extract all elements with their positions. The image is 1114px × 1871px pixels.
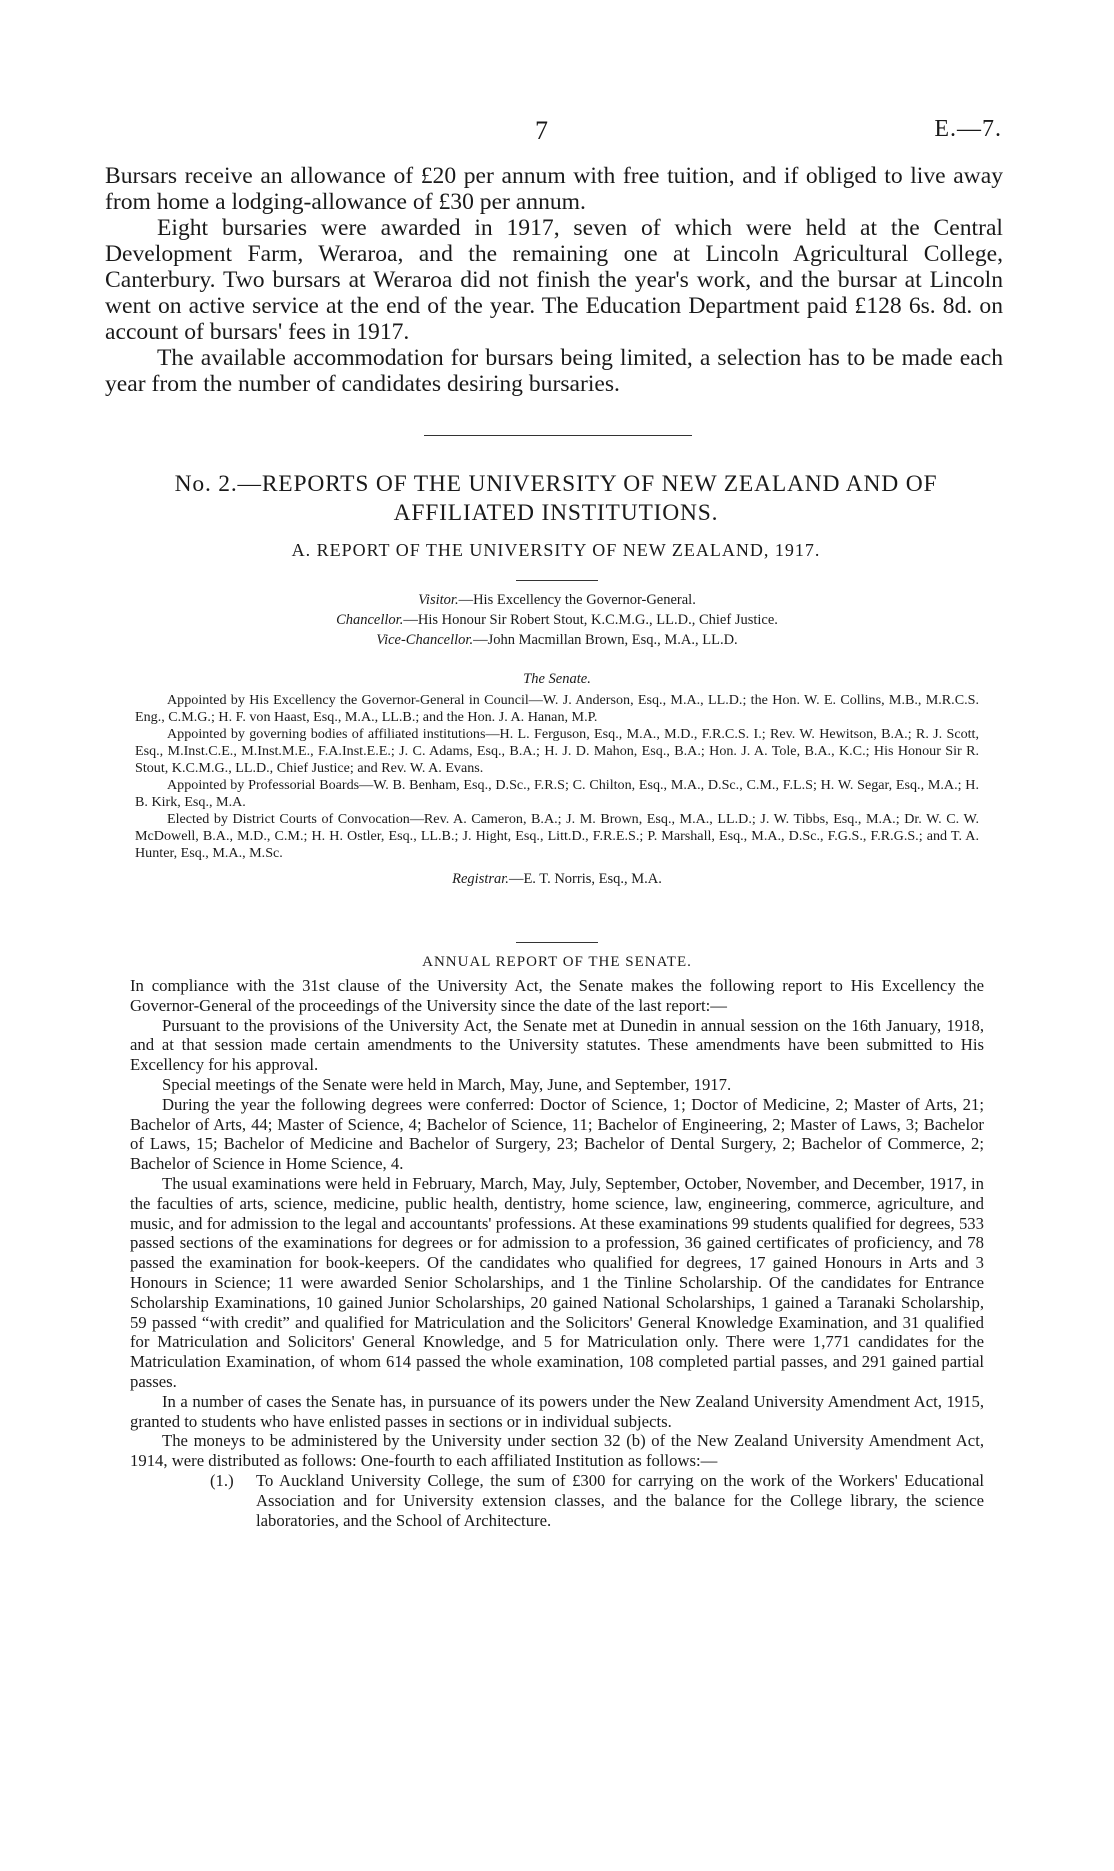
list-item-number: (1.) <box>210 1470 234 1490</box>
intro-section <box>105 163 1003 397</box>
senate-paragraph: Elected by District Courts of Convocation—Rev. A. Cameron, B.A.; J. M. Brown, Esq., M.A., LL.D.; J. W. Tibbs, Esq., M.A.; Dr. W. C. W. McDowell, B.A., M.D., C.M.; H. H. Ostler, Esq., LL.B.; J. Hight, Esq., Litt.D., F.R.E.S.; P. Marshall, Esq., M.A., D.Sc., F.G.S., F.R.G.S.; and T. A. Hunter, Esq., M.A., M.Sc. <box>135 811 979 861</box>
officers-block <box>130 590 984 650</box>
visitor-label: Visitor. <box>418 592 459 608</box>
chancellor-line <box>130 610 984 630</box>
registrar-text: —E. T. Norris, Esq., M.A. <box>508 871 662 887</box>
vice-chancellor-line <box>130 630 984 650</box>
report-paragraph: The usual examinations were held in February, March, May, July, September, October, November, and December, 1917, in the faculties of arts, science, medicine, public health, dentistry, home science, law, engineering, commerce, agriculture, and music, and for admission to the legal and accountants' professions. At these examinations 99 students qualified for degrees, 533 passed sections of the examinations for degrees or for admission to a profession, 36 gained certificates of proficiency, and 78 passed the examination for book-keepers. Of the candidates who qualified for degrees, 17 gained Honours in Arts and 3 Honours in Science; 11 were awarded Senior Scholarships, and 1 the Tinline Scholarship. Of the candidates for Entrance Scholarship Examinations, 10 gained Junior Scholarships, 20 gained National Scholarships, 1 gained a Taranaki Scholarship, 59 passed “with credit” and qualified for Matriculation and the Solicitors' General Knowledge Examination, and 31 qualified for Matriculation and Solicitors' General Knowledge, and 5 for Matriculation only. There were 1,771 candidates for the Matriculation Examination, of whom 614 passed the whole examination, 108 completed partial passes, and 291 gained partial passes. <box>130 1173 984 1391</box>
annual-report-heading: ANNUAL REPORT OF THE SENATE. <box>422 954 692 970</box>
report-subheading: A. REPORT OF THE UNIVERSITY OF NEW ZEALAND, 1917. <box>291 540 821 560</box>
report-paragraph: Special meetings of the Senate were held in March, May, June, and September, 1917. <box>162 1074 732 1094</box>
report-paragraph: In a number of cases the Senate has, in pursuance of its powers under the New Zealand University Amendment Act, 1915, granted to students who have enlisted passes in sections or in individual subjects. <box>130 1391 984 1431</box>
report-paragraph: In compliance with the 31st clause of the University Act, the Senate makes the following report to His Excellency the Governor-General of the proceedings of the University since the date of the last report:— <box>130 976 984 1015</box>
senate-paragraph: Appointed by His Excellency the Governor-General in Council—W. J. Anderson, Esq., M.A., LL.D.; the Hon. W. E. Collins, M.B., M.R.C.S. Eng., C.M.G.; H. F. von Haast, Esq., M.A., LL.B.; and the Hon. J. A. Hanan, M.P. <box>135 692 979 725</box>
report-paragraph: During the year the following degrees were conferred: Doctor of Science, 1; Doctor of Medicine, 2; Master of Arts, 21; Bachelor of Arts, 44; Master of Science, 4; Bachelor of Science, 11; Bachelor of Engineering, 2; Master of Laws, 3; Bachelor of Laws, 15; Bachelor of Medicine and Bachelor of Surgery, 23; Bachelor of Dental Surgery, 2; Bachelor of Commerce, 2; Bachelor of Science in Home Science, 4. <box>130 1094 984 1174</box>
vice-chancellor-text: —John Macmillan Brown, Esq., M.A., LL.D. <box>473 632 738 648</box>
intro-paragraph: Bursars receive an allowance of £20 per annum with free tuition, and if obliged to live away from home a lodging-allowance of £30 per annum. <box>105 163 1003 215</box>
section-heading <box>100 470 1012 528</box>
list-item-text: To Auckland University College, the sum of £300 for carrying on the work of the Workers' Educational Association and for University extension classes, and the balance for the College library, the science laboratories, and the School of Architecture. <box>256 1470 984 1530</box>
senate-section <box>135 670 979 888</box>
visitor-line <box>130 590 984 610</box>
intro-paragraph: Eight bursaries were awarded in 1917, seven of which were held at the Central Development Farm, Weraroa, and the remaining one at Lincoln Agricultural College, Canterbury. Two bursars at Weraroa did not finish the year's work, and the bursar at Lincoln went on active service at the end of the year. The Education Department paid £128 6s. 8d. on account of bursars' fees in 1917. <box>105 215 1003 345</box>
section-heading-line-1: No. 2.—REPORTS OF THE UNIVERSITY OF NEW ZEALAND AND OF <box>174 471 938 497</box>
page-number: 7 <box>535 116 548 145</box>
chancellor-text: —His Honour Sir Robert Stout, K.C.M.G., LL.D., Chief Justice. <box>403 612 778 628</box>
report-paragraph: Pursuant to the provisions of the University Act, the Senate met at Dunedin in annual session on the 16th January, 1918, and at that session made certain amendments to the University statutes. These amendments have been submitted to His Excellency for his approval. <box>130 1015 984 1075</box>
senate-paragraph: Appointed by Professorial Boards—W. B. Benham, Esq., D.Sc., F.R.S; C. Chilton, Esq., M.A., D.Sc., C.M., F.L.S; H. W. Segar, Esq., M.A.; H. B. Kirk, Esq., M.A. <box>135 777 979 810</box>
registrar-label: Registrar. <box>452 871 509 887</box>
annual-report-section <box>130 952 984 1530</box>
senate-paragraph: Appointed by governing bodies of affiliated institutions—H. L. Ferguson, Esq., M.A., M.D., F.R.C.S. I.; Rev. W. Hewitson, B.A.; R. J. Scott, Esq., M.Inst.C.E., M.Inst.M.E., F.A.Inst.E.E.; J. C. Adams, Esq., B.A.; H. J. D. Mahon, Esq., B.A.; Hon. J. A. Tole, B.A., K.C.; His Honour Sir R. Stout, K.C.M.G., LL.D., Chief Justice; and Rev. W. A. Evans. <box>135 726 979 776</box>
vice-chancellor-label: Vice-Chancellor. <box>376 632 474 648</box>
registrar-line <box>135 870 979 888</box>
report-paragraph: The moneys to be administered by the University under section 32 (b) of the New Zealand University Amendment Act, 1914, were distributed as follows: One-fourth to each affiliated Institution as follows:— <box>130 1431 984 1471</box>
page-header <box>0 116 1114 146</box>
short-divider <box>516 580 598 581</box>
page-reference: E.—7. <box>934 116 1002 142</box>
intro-paragraph: The available accommodation for bursars being limited, a selection has to be made each year from the number of candidates desiring bursaries. <box>105 345 1003 397</box>
section-divider <box>424 435 692 436</box>
section-heading-line-2: AFFILIATED INSTITUTIONS. <box>393 500 719 526</box>
chancellor-label: Chancellor. <box>336 612 404 628</box>
visitor-text: —His Excellency the Governor-General. <box>458 592 696 608</box>
short-divider <box>516 942 598 943</box>
list-item <box>130 1471 984 1530</box>
senate-heading: The Senate. <box>523 671 591 687</box>
